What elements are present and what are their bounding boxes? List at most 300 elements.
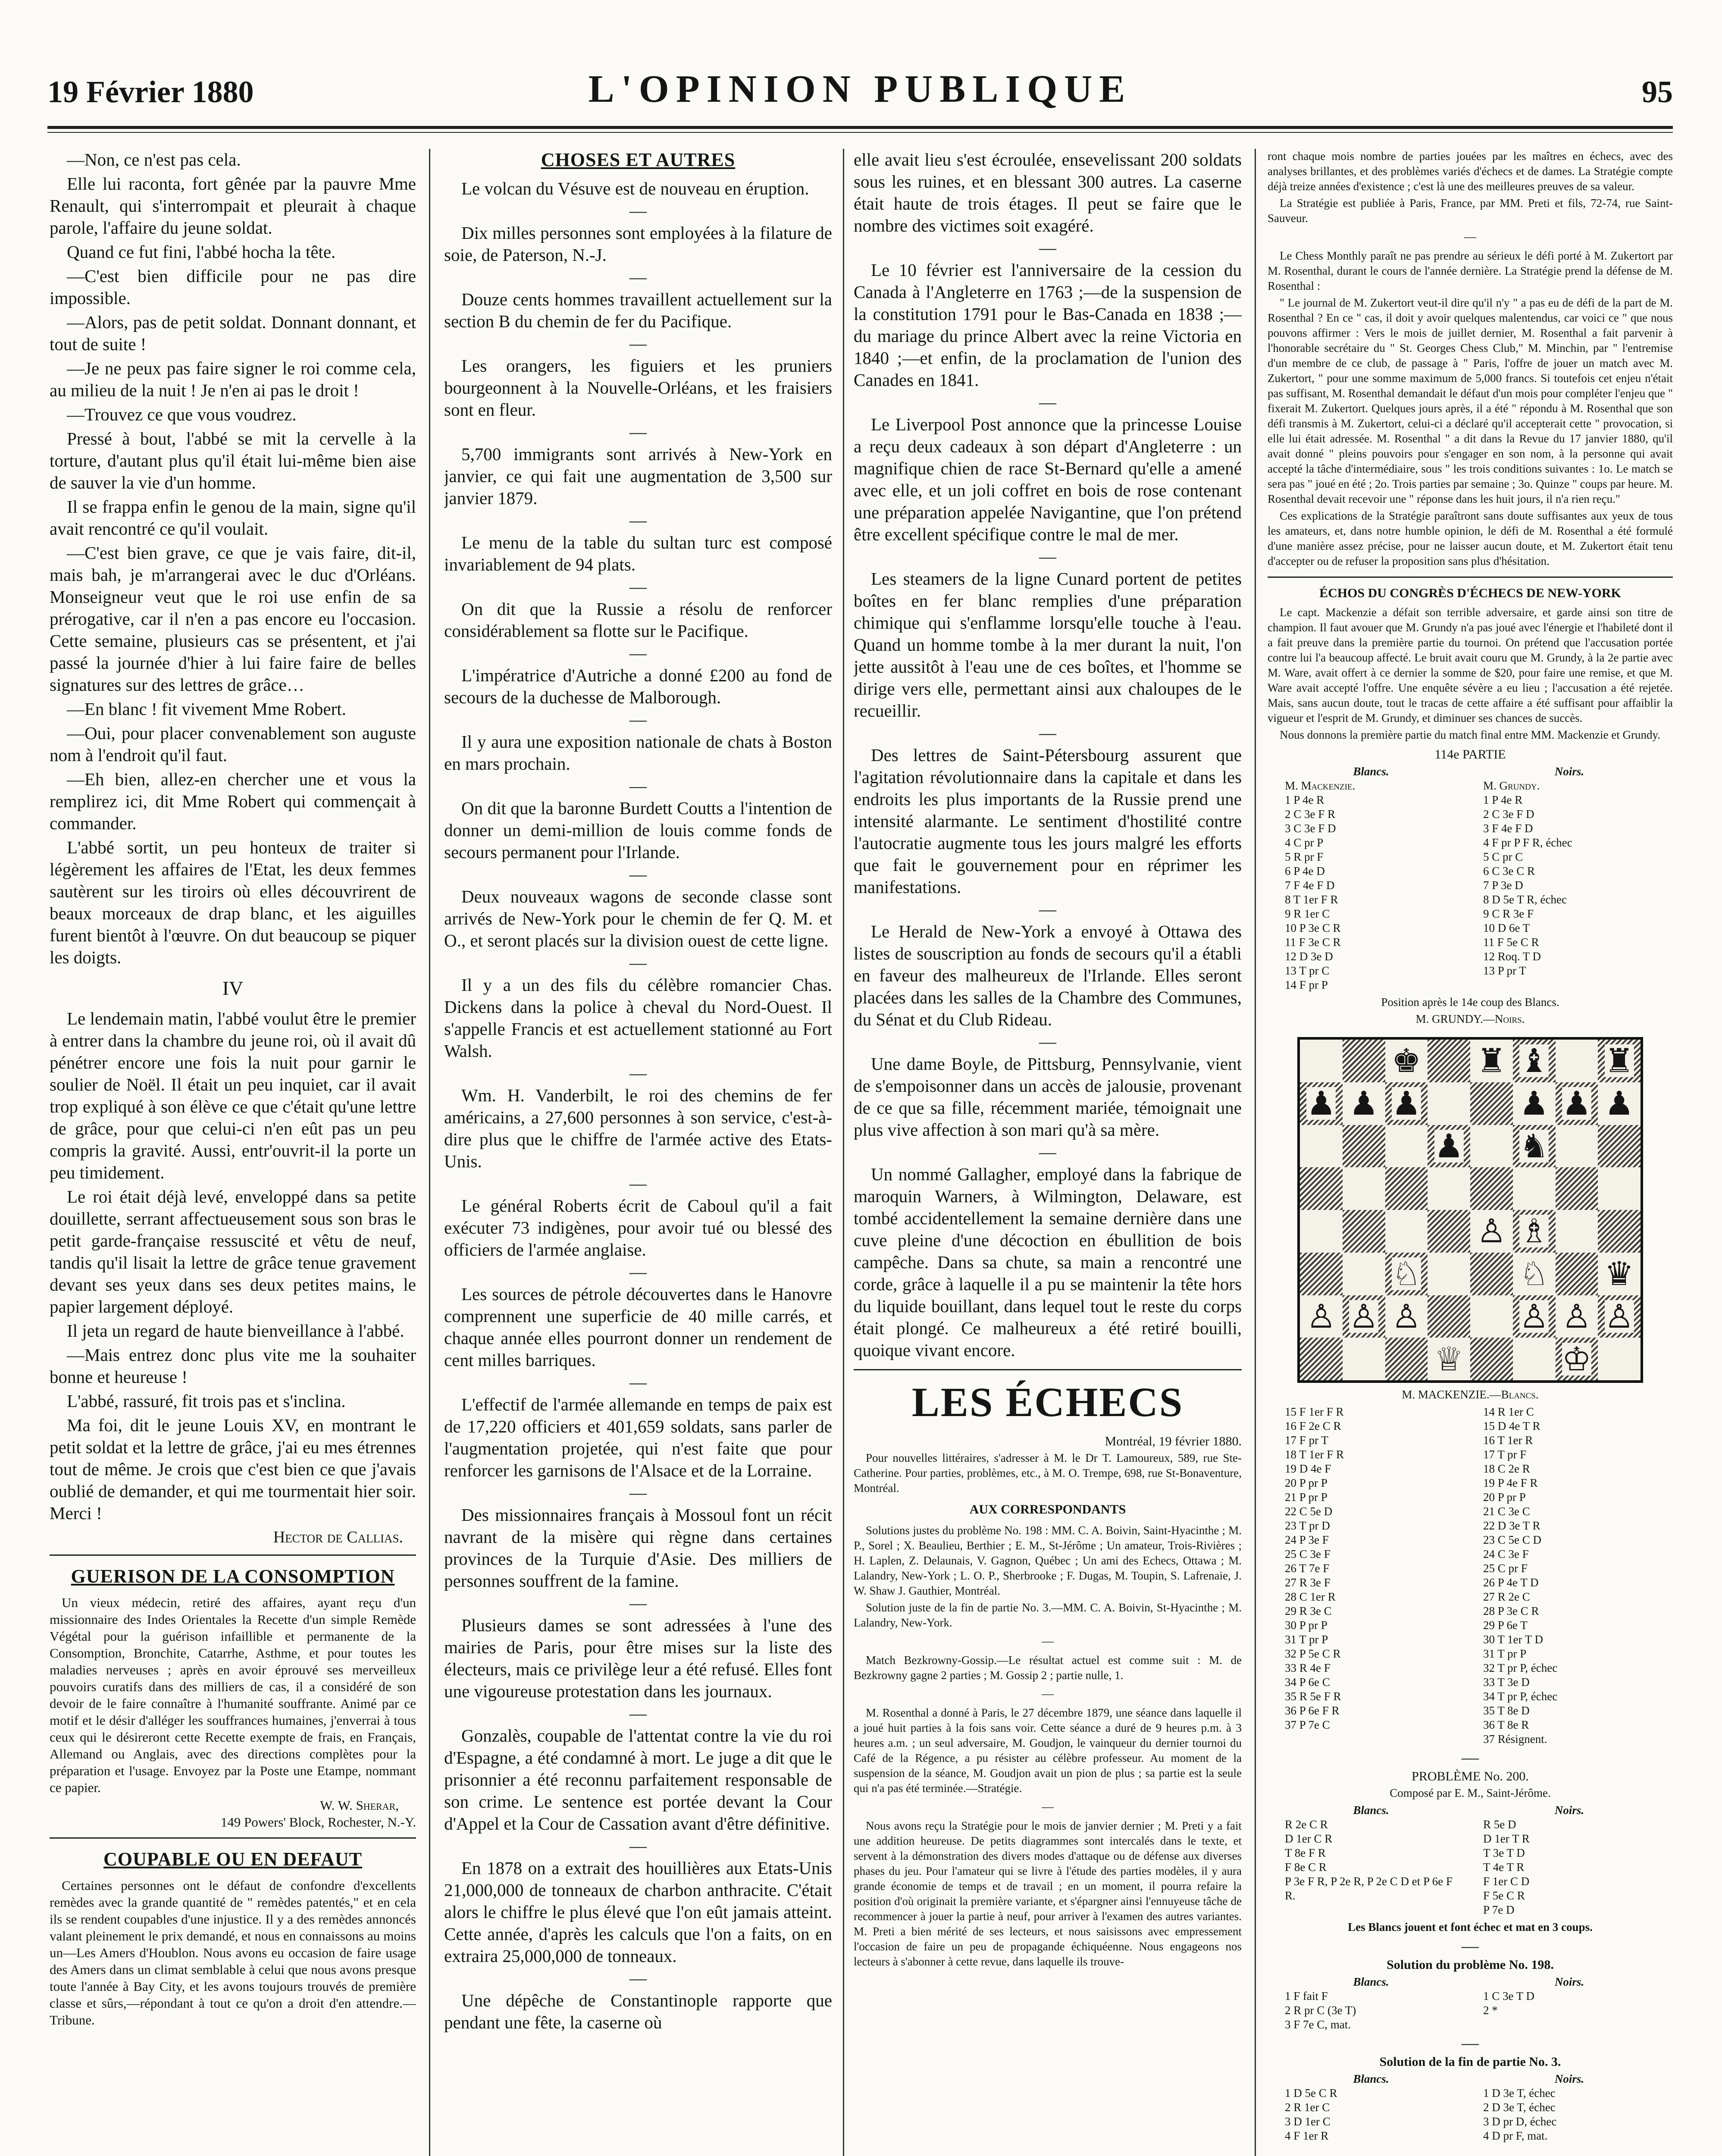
move: 12 Roq. T D	[1483, 950, 1541, 963]
move: 1 C 3e T D	[1483, 1990, 1535, 2002]
chess-piece-icon: ♙	[1562, 1297, 1591, 1335]
move: 9 R 1er C	[1285, 907, 1330, 920]
chess-news: Le Chess Monthly paraît ne pas prendre au sérieux le défi porté à M. Zukertort par M. Rosenthal, durant le cours de l'année dernière. La Stratégie prend la défense de M. Rosenthal :	[1268, 249, 1673, 292]
black-column-label: Noirs.	[1554, 765, 1584, 778]
move: F 8e C R	[1285, 1861, 1327, 1874]
move: 20 P pr P	[1483, 1491, 1526, 1504]
correspondents-heading: AUX CORRESPONDANTS	[969, 1502, 1126, 1517]
board-square	[1428, 1040, 1470, 1082]
board-square	[1598, 1125, 1641, 1168]
solution-heading: Solution de la fin de partie No. 3.	[1379, 2055, 1561, 2069]
advertiser-name: W. W. Sherar,	[320, 1798, 399, 1813]
move: 23 C 5e C D	[1483, 1533, 1541, 1546]
paragraph: Elle lui raconta, fort gênée par la pauvre Mme Renault, qui s'interrompait et pleurait à chaque parole, l'affaire du jeune soldat.	[50, 174, 416, 238]
board-square	[1428, 1210, 1470, 1253]
problem-stipulation: Les Blancs jouent et font échec et mat en 3 coups.	[1348, 1921, 1593, 1934]
chess-piece-icon: ♙	[1519, 1297, 1549, 1335]
black-moves	[1483, 1989, 1656, 2032]
board-square	[1556, 1210, 1598, 1253]
congress-report: Le capt. Mackenzie a défait son terrible adversaire, et garde ainsi son titre de champion. Il faut avouer que M. Grundy n'a pas joué avec l'énergie et l'habileté dont il a fait preuve dans la première partie du tournoi. On prétend que l'accusation portée contre lui l'a beaucoup affecté. Le bruit avait couru que M. Grundy, à la 2e partie avec M. Ware, avait offert à ce dernier la somme de $20, pour faire une remise, et que M. Ware avait accepté l'offre. Une enquête sévère a eu lieu ; l'accusation a été rejetée. Mais, sans aucun doute, tout le tracas de cette affaire a été suffisant pour affaiblir la vigueur et l'esprit de M. Grundy, et diminuer ses chances de succès.	[1268, 606, 1673, 724]
paragraph: —Mais entrez donc plus vite me la souhaiter bonne et heureuse !	[50, 1345, 416, 1387]
item-separator: —	[1462, 2033, 1479, 2053]
move: 19 P 4e F R	[1483, 1476, 1538, 1489]
chapter-number: IV	[222, 977, 244, 999]
chess-news: Ces explications de la Stratégie paraîtront sans doute suffisantes aux yeux de tous les amateurs, et, dans notre humble opinion, le défi de M. Rosenthal a été formulé d'une manière assez précise, pour ne laisser aucun doute, et M. Zukertort était tenu d'accepter ou de refuser la proposition sans plus d'hésitation.	[1268, 509, 1673, 567]
move: 21 C 3e C	[1483, 1505, 1530, 1518]
item-separator: —	[629, 776, 647, 796]
chess-piece-icon: ♟	[1391, 1084, 1421, 1123]
board-square	[1556, 1082, 1598, 1125]
position-caption: Position après le 14e coup des Blancs.	[1381, 996, 1559, 1009]
white-column-label: Blancs.	[1353, 1975, 1389, 1988]
section-heading: CHOSES ET AUTRES	[541, 149, 736, 170]
move: 14 F pr P	[1285, 978, 1328, 991]
board-square	[1343, 1082, 1385, 1125]
move: 22 D 3e T R	[1483, 1519, 1540, 1532]
news-item: Des lettres de Saint-Pétersbourg assurent que l'agitation révolutionnaire dans la capitale et dans les endroits les plus importants de la Russie prend une intensité alarmante. Le sentiment d'hostilité contre l'autocratie augmente tous les jours malgré les efforts que fait le gouvernement pour en réprimer les manifestations.	[854, 745, 1242, 897]
board-square	[1385, 1210, 1428, 1253]
move: 9 C R 3e F	[1483, 907, 1534, 920]
board-square	[1428, 1338, 1470, 1380]
move: 13 P pr T	[1483, 964, 1526, 977]
move: 36 T 8e R	[1483, 1718, 1529, 1731]
column-4	[1268, 149, 1673, 2156]
item-separator: —	[629, 710, 647, 729]
news-item: Le 10 février est l'anniversaire de la cession du Canada à l'Angleterre en 1763 ;—de la suspension de la constitution 1791 pour le Bas-Canada en 1838 ;—du mariage du prince Albert avec la reine Victoria en 1840 ;—et enfin, de la proclamation de l'union des Canades en 1841.	[854, 260, 1242, 390]
news-item: Plusieurs dames se sont adressées à l'une des mairies de Paris, pour être mises sur la liste des électeurs, mais ce privilège leur a été refusé. Elles font une vigoureuse protestation dans les journaux.	[444, 1615, 832, 1701]
move: 17 T pr F	[1483, 1448, 1527, 1461]
item-separator: —	[629, 577, 647, 596]
board-bottom-label: M. MACKENZIE.—Blancs.	[1402, 1388, 1539, 1401]
board-square	[1385, 1338, 1428, 1380]
board-square	[1385, 1040, 1428, 1082]
board-square	[1300, 1253, 1343, 1295]
item-separator: —	[629, 865, 647, 884]
item-separator: —	[629, 1704, 647, 1723]
board-square	[1385, 1253, 1428, 1295]
item-separator: —	[629, 422, 647, 442]
board-square	[1556, 1040, 1598, 1082]
news-item: Le Liverpool Post annonce que la princesse Louise a reçu deux cadeaux à son départ d'Angleterre : un magnifique chien de race St-Bernard qu'elle a amené avec elle, et un joli coffret en bois de rose contenant une préparation appelée Navigantine, que l'on prétend être excellent spécifique contre le mal de mer.	[854, 414, 1242, 544]
chess-dateline: Montréal, 19 février 1880.	[1105, 1434, 1242, 1448]
item-separator: —	[1039, 1142, 1056, 1162]
white-moves	[1285, 1405, 1457, 1746]
paragraph: —Oui, pour placer convenablement son auguste nom à l'endroit qu'il faut.	[50, 723, 416, 765]
move: 2 C 3e F D	[1483, 808, 1534, 821]
column-rule	[843, 149, 844, 2156]
item-separator: —	[629, 1063, 647, 1083]
problem-heading: PROBLÈME No. 200.	[1412, 1769, 1529, 1783]
game-heading: 114e PARTIE	[1434, 747, 1506, 761]
move: 5 R pr F	[1285, 850, 1324, 863]
move: 30 P pr P	[1285, 1619, 1328, 1632]
move: 27 R 3e F	[1285, 1576, 1331, 1589]
board-square	[1513, 1167, 1556, 1210]
white-column-label: Blancs.	[1353, 1804, 1389, 1817]
congress-heading: ÉCHOS DU CONGRÈS D'ÉCHECS DE NEW-YORK	[1319, 586, 1621, 600]
move: F 5e C R	[1483, 1889, 1525, 1902]
paragraph: Il jeta un regard de haute bienveillance à l'abbé.	[67, 1321, 404, 1341]
board-square	[1470, 1167, 1513, 1210]
column-rule	[1255, 149, 1256, 2156]
newspaper-title: L'OPINION PUBLIQUE	[588, 68, 1132, 110]
paragraph: —Trouvez ce que vous voudrez.	[67, 404, 297, 424]
white-moves	[1285, 1989, 1457, 2032]
move: 26 P 4e T D	[1483, 1576, 1539, 1589]
white-moves	[1285, 2086, 1457, 2143]
board-square	[1598, 1338, 1641, 1380]
move	[1483, 2018, 1656, 2032]
board-square	[1598, 1082, 1641, 1125]
board-square	[1598, 1210, 1641, 1253]
move: 17 F pr T	[1285, 1434, 1328, 1447]
paragraph: Le lendemain matin, l'abbé voulut être le premier à entrer dans la chambre du jeune roi, où il avait dû pénétrer encore une fois la nuit pour garnir le soulier de Noël. Il était un peu inquiet, car il avait trop expliqué à son élève ce que c'était qu'une lettre de grâce, pour que celui-ci n'en eût pas un peu compris la gravité. Aussi, entr'ouvrit-il la porte un peu timidement.	[50, 1009, 416, 1182]
black-column-label: Noirs.	[1554, 1804, 1584, 1817]
item-separator: —	[1039, 547, 1056, 566]
board-square	[1300, 1167, 1343, 1210]
item-separator: —	[629, 511, 647, 530]
news-item: Dix milles personnes sont employées à la filature de soie, de Paterson, N.-J.	[444, 223, 832, 265]
story-body-continued	[50, 1008, 416, 1524]
board-square	[1556, 1125, 1598, 1168]
chess-news: ront chaque mois nombre de parties jouées par les maîtres en échecs, avec des analyses brillantes, et des problèmes variés d'échecs et de dames. La Stratégie compte déjà treize années d'existence ; c'est là une des meilleures preuves de sa valeur.	[1268, 150, 1673, 193]
board-square	[1428, 1253, 1470, 1295]
news-item: Wm. H. Vanderbilt, le roi des chemins de fer américains, a 27,600 personnes à son service, c'est-à-dire plus que le chiffre de l'armée active des Etats-Unis.	[444, 1085, 832, 1171]
news-item: Le volcan du Vésuve est de nouveau en éruption.	[461, 179, 809, 198]
board-square	[1513, 1082, 1556, 1125]
chess-news: Match Bezkrowny-Gossip.—Le résultat actuel est comme suit : M. de Bezkrowny gagne 2 parties ; M. Gossip 2 ; partie nulle, 1.	[854, 1654, 1242, 1682]
paragraph: —C'est bien difficile pour ne pas dire impossible.	[50, 266, 416, 308]
move: 1 D 3e T, échec	[1483, 2087, 1556, 2100]
move: 28 P 3e C R	[1483, 1604, 1539, 1617]
paragraph: Il se frappa enfin le genou de la main, signe qu'il avait rencontré ce qu'il voulait.	[50, 497, 416, 539]
item-separator: —	[629, 1593, 647, 1613]
news-item: Une dépêche de Constantinople rapporte que pendant une fête, la caserne où	[444, 1990, 832, 2032]
move: 8 T 1er F R	[1285, 893, 1338, 906]
advertisement-text: Un vieux médecin, retiré des affaires, ayant reçu d'un missionnaire des Indes Orientales la Recette d'un simple Remède Végétal pour la guérison infaillible et permanente de la Consomption, Bronchite, Catarrhe, Asthme, et pour toutes les maladies nerveuses ; après en avoir éprouvé ses merveilleux pouvoirs curatifs dans des milliers de cas, il a considéré de son devoir de le faire connaître à l'humanité souffrante. Animé par ce motif et le désir d'alléger les souffrances humaines, j'enverrai à tous ceux qui le désireront cette Recette exempte de frais, en Français, Allemand ou Anglais, avec des directions complètes pour la préparation et l'usage. Envoyez par la Poste une Etampe, nommant ce papier.	[50, 1595, 416, 1795]
move: 3 F 4e F D	[1483, 822, 1533, 835]
board-square	[1513, 1338, 1556, 1380]
board-square	[1598, 1295, 1641, 1338]
board-square	[1470, 1082, 1513, 1125]
board-square	[1385, 1125, 1428, 1168]
move: 24 P 3e F	[1285, 1533, 1329, 1546]
move: 3 D 1er C	[1285, 2115, 1331, 2128]
move: P 7e D	[1483, 1903, 1515, 1916]
white-player: M. Mackenzie.	[1285, 779, 1356, 792]
board-square	[1343, 1338, 1385, 1380]
news-item: Il y a un des fils du célèbre romancier Chas. Dickens dans la police à cheval du Nord-Ouest. Il s'appelle Francis et est actuellement stationné au Fort Walsh.	[444, 975, 832, 1061]
move: 2 R 1er C	[1285, 2101, 1330, 2114]
move: 22 C 5e D	[1285, 1505, 1333, 1518]
paragraph: L'abbé sortit, un peu honteux de traiter si légèrement les affaires de l'Etat, les deux femmes sautèrent sur les tiroirs où elles découvrirent de beaux morceaux de drap blanc, et les aiguilles furent bientôt à l'œuvre. On dut beaucoup se piquer les doigts.	[50, 837, 416, 967]
move: 14 R 1er C	[1483, 1405, 1534, 1418]
move: 4 F pr P F R, échec	[1483, 836, 1572, 849]
section-heading: GUERISON DE LA CONSOMPTION	[71, 1566, 395, 1587]
chess-piece-icon: ♝	[1519, 1041, 1549, 1080]
black-column-label: Noirs.	[1554, 1975, 1584, 1988]
move: 34 P 6e C	[1285, 1676, 1330, 1689]
move: 25 C 3e F	[1285, 1548, 1331, 1561]
white-column-label: Blancs.	[1353, 765, 1389, 778]
board-square	[1470, 1040, 1513, 1082]
move: 30 T 1er T D	[1483, 1633, 1544, 1646]
board-square	[1556, 1338, 1598, 1380]
chess-news: Nous avons reçu la Stratégie pour le mois de janvier dernier ; M. Preti y a fait une addition heureuse. De petits diagrammes sont intercalés dans le texte, et servent à la démonstration des divers modes d'attaque ou de défense aux diverses phases du jeu. Pour l'amateur qui se livre à l'étude des parties modèles, il y aura grande économie de temps et de travail ; en un moment, il pourra refaire la position d'où originait la première variante, et s'épargner ainsi l'ennuyeuse tâche de recommencer à jouer la partie à neuf, pour arriver à l'examen des autres variantes. M. Preti a bien mérité de ses lecteurs, et nous saisissons avec empressement l'occasion de faire un peu de propagande échiquéenne. Nous engageons nos lecteurs à s'abonner à cette revue, dans laquelle ils trouve-	[854, 1819, 1242, 1968]
move: 23 T pr D	[1285, 1519, 1330, 1532]
paragraph: Le roi était déjà levé, enveloppé dans sa petite douillette, serrant affectueusement sous son bras le petit garde-française ressuscité et vêtu de neuf, tandis qu'il lisait la lettre de grâce tenue gravement devant ses yeux dans ses deux petites mains, le papier largement déployé.	[50, 1187, 416, 1316]
item-separator: —	[629, 643, 647, 663]
paragraph: Quand ce fut fini, l'abbé hocha la tête.	[67, 242, 336, 262]
item-separator: —	[1039, 238, 1056, 257]
item-separator: —	[629, 1373, 647, 1392]
move: 18 T 1er F R	[1285, 1448, 1344, 1461]
black-column-label: Noirs.	[1554, 2072, 1584, 2085]
news-item: Le Herald de New-York a envoyé à Ottawa des listes de souscription au fonds de secours qu'il a établi en faveur des malheureux de l'Irlande. Elles seront placées dans les salles de la Chambre des Communes, du Sénat et du Club Rideau.	[854, 921, 1242, 1029]
chess-piece-icon: ♙	[1306, 1297, 1336, 1335]
solution-heading: Solution du problème No. 198.	[1387, 1958, 1554, 1972]
move: 10 D 6e T	[1483, 921, 1530, 934]
chess-piece-icon: ♔	[1562, 1339, 1591, 1378]
move: 11 F 5e C R	[1483, 936, 1539, 949]
board-square	[1556, 1295, 1598, 1338]
column-2	[444, 149, 832, 2156]
item-separator: —	[629, 267, 647, 287]
move: 28 C 1er R	[1285, 1590, 1336, 1603]
move: F 1er C D	[1483, 1875, 1530, 1888]
move: 12 D 3e D	[1285, 950, 1333, 963]
section-heading: COUPABLE OU EN DEFAUT	[103, 1849, 362, 1870]
chess-piece-icon: ♙	[1604, 1297, 1634, 1335]
congress-report: Nous donnons la première partie du match final entre MM. Mackenzie et Grundy.	[1280, 728, 1660, 741]
chess-news: La Stratégie est publiée à Paris, France, par MM. Preti et fils, 72-74, rue Saint-Sauveur.	[1268, 197, 1673, 225]
board-square	[1470, 1210, 1513, 1253]
chess-quotation: " Le journal de M. Zukertort veut-il dire qu'il n'y " a pas eu de défi de la part de M. Rosenthal ? En ce " cas, il doit y avoir quelques malentendus, car voici ce " que nous pouvons affirmer : Vers le mois de juillet dernier, M. Rosenthal a fait parvenir à l'honorable secrétaire du " St. Georges Chess Club," M. Minchin, par " l'entremise d'un membre de ce club, de passage à " Paris, l'offre de jouer un match avec M. Zukertort, " pour une somme maximum de 5,000 francs. Si toutefois cet enjeu n'était pas suffisant, M. Rosenthal demandait le défaut d'un mois pour compléter l'enjeu que " fixerait M. Zukertort. Quelques jours après, il a été " répondu à M. Rosenthal que son défi transmis à M. Zukertort, celui-ci a déclaré qu'il accepterait cette " provocation, si elle lui était adressée. M. Rosenthal " a dit dans la Revue du 17 janvier 1880, qu'il avait donné " pleins pouvoirs pour s'engager en son nom, à la personne qui avait accepté la tâche d'intermédiaire, sous " les trois conditions suivantes : 1o. Le match se sera pas " joué en été ; 2o. Trois parties par semaine ; 3o. Quinze " coups par heure. M. Rosenthal devait recevoir une " réponse dans les huit jours, il n'a rien reçu."	[1268, 296, 1673, 505]
black-player: M. Grundy.	[1483, 779, 1540, 792]
section-rule	[50, 1554, 416, 1556]
chess-piece-icon: ♛	[1604, 1254, 1634, 1293]
white-column-label: Blancs.	[1353, 2072, 1389, 2085]
item-separator: —	[629, 1483, 647, 1502]
move: 16 T 1er R	[1483, 1434, 1533, 1447]
board-square	[1513, 1040, 1556, 1082]
column-rule	[429, 149, 430, 2156]
solution-moves	[1285, 2072, 1656, 2143]
move: 21 P pr P	[1285, 1491, 1328, 1504]
news-item: Des missionnaires français à Mossoul font un récit navrant de la misère qui règne dans certaines provinces de la Turquie d'Asie. Des milliers de personnes souffrent de la famine.	[444, 1505, 832, 1591]
move: 4 D pr F, mat.	[1483, 2129, 1548, 2142]
chess-news: M. Rosenthal a donné à Paris, le 27 décembre 1879, une séance dans laquelle il a joué huit parties à la fois sans voir. Cette séance a duré de 9 heures p.m. à 3 heures a.m. ; un seul adversaire, M. Goudjon, le vainqueur du dernier tournoi du Café de la Régence, a pu résister au célèbre professeur. Au moment de la suspension de la séance, M. Goudjon avait un pion de plus ; sa partie est la seule qui n'a pas été terminée.—Stratégie.	[854, 1706, 1242, 1795]
move: 3 C 3e F D	[1285, 822, 1336, 835]
paragraph: —Eh bien, allez-en chercher une et vous la remplirez ici, dit Mme Robert qui commençait à commander.	[50, 769, 416, 833]
board-square	[1470, 1253, 1513, 1295]
chess-piece-icon: ♟	[1604, 1084, 1634, 1123]
item-separator: —	[629, 1836, 647, 1855]
move: 31 T pr P	[1483, 1647, 1527, 1660]
advertisement-text: Certaines personnes ont le défaut de confondre d'excellents remèdes avec la grande quantité de " remèdes patentés," et en cela ils se rendent coupables d'une injustice. Il y a des remèdes annoncés valant pleinement le prix demandé, et nous en connaissons au moins un—Les Amers d'Houblon. Nous avons eu occasion de faire usage des Amers dans un climat semblable à celui que nous avons presque toute l'année à Bay City, et les avons toujours trouvés de première classe et sûrs,—répondant à tout ce qu'on a droit d'en attendre.—Tribune.	[50, 1878, 416, 2028]
board-square	[1513, 1295, 1556, 1338]
move: 20 P pr P	[1285, 1476, 1328, 1489]
move: 37 P 7e C	[1285, 1718, 1330, 1731]
news-item: L'effectif de l'armée allemande en temps de paix est de 17,220 officiers et 401,659 soldats, sans parler de l'augmentation projetée, qui n'est faite que pour renforcer les garnisons de l'Alsace et de la Lorraine.	[444, 1395, 832, 1480]
item-separator: —	[1042, 1800, 1054, 1814]
move: 35 R 5e F R	[1285, 1690, 1341, 1703]
news-item: En 1878 on a extrait des houillières aux Etats-Unis 21,000,000 de tonneaux de charbon anthracite. C'était alors le chiffre le plus élevé que l'on eût jamais atteint. Cette année, d'après les calculs que l'on a faits, on en extraira 25,000,000 de tonneaux.	[444, 1858, 832, 1966]
item-separator: —	[629, 953, 647, 972]
paragraph: —Non, ce n'est pas cela.	[67, 150, 241, 169]
news-item: On dit que la Russie a résolu de renforcer considérablement sa flotte sur le Pacifique.	[444, 599, 832, 641]
move: 33 T 3e D	[1483, 1676, 1530, 1689]
move: 31 T pr P	[1285, 1633, 1328, 1646]
move: D 1er C R	[1285, 1832, 1333, 1845]
chess-piece-icon: ♟	[1349, 1084, 1379, 1123]
chess-piece-icon: ♘	[1391, 1254, 1421, 1293]
news-item: 5,700 immigrants sont arrivés à New-York en janvier, ce qui fait une augmentation de 3,500 sur janvier 1879.	[444, 444, 832, 508]
item-separator: —	[1039, 1032, 1056, 1051]
move: 3 D pr D, échec	[1483, 2115, 1557, 2128]
move: 18 C 2e R	[1483, 1462, 1530, 1475]
move: 16 F 2e C R	[1285, 1420, 1341, 1432]
chess-piece-icon: ♕	[1434, 1339, 1464, 1378]
board-square	[1385, 1295, 1428, 1338]
move: 7 P 3e D	[1483, 879, 1523, 892]
board-square	[1300, 1210, 1343, 1253]
chess-piece-icon: ♟	[1306, 1084, 1336, 1123]
move: R 2e C R	[1285, 1818, 1328, 1831]
news-item: Les orangers, les figuiers et les pruniers bourgeonnent à la Nouvelle-Orléans, et les fraisiers sont en fleur.	[444, 356, 832, 420]
item-separator: —	[629, 1262, 647, 1282]
move: 10 P 3e C R	[1285, 921, 1341, 934]
correspondents-note: Solution juste de la fin de partie No. 3.—MM. C. A. Boivin, St-Hyacinthe ; M. Lalandry, New-York.	[854, 1601, 1242, 1629]
paragraph: Pressé à bout, l'abbé se mit la cervelle à la torture, d'autant plus qu'il était lui-même bien aise de sauver la vie d'un homme.	[50, 429, 416, 492]
move: 32 P 5e C R	[1285, 1647, 1341, 1660]
move: 2 R pr C (3e T)	[1285, 2004, 1356, 2017]
chess-piece-icon: ♙	[1391, 1297, 1421, 1335]
black-moves	[1483, 793, 1656, 992]
news-item: Douze cents hommes travaillent actuellement sur la section B du chemin de fer du Pacifique.	[444, 289, 832, 331]
move: 7 F 4e F D	[1285, 879, 1335, 892]
column-1	[50, 149, 416, 2156]
news-item: Un nommé Gallagher, employé dans la fabrique de maroquin Warners, à Wilmington, Delaware, est tombé accidentellement la semaine dernière dans une cuve pleine d'une décoction en ébullition de bois campêche. Dans sa chute, sa main a rencontré une corde, grâce à laquelle il a pu se maintenir la tête hors du liquide bouillant, dans lequel tout le reste du corps était plongé. Ce malheureux a été retiré bouilli, quoique vivant encore.	[854, 1164, 1242, 1360]
board-square	[1513, 1125, 1556, 1168]
story-body	[50, 149, 416, 968]
move: D 1er T R	[1483, 1832, 1530, 1845]
move: 1 P 4e R	[1285, 793, 1324, 806]
section-rule	[854, 1369, 1242, 1370]
chess-piece-icon: ♗	[1519, 1212, 1549, 1250]
item-separator: —	[1039, 899, 1056, 919]
move: 3 F 7e C, mat.	[1285, 2018, 1351, 2031]
move: 2 *	[1483, 2004, 1498, 2017]
board-square	[1343, 1210, 1385, 1253]
move: 34 T pr P, échec	[1483, 1690, 1558, 1703]
move: 32 T pr P, échec	[1483, 1661, 1558, 1674]
board-square	[1300, 1295, 1343, 1338]
chess-piece-icon: ♚	[1391, 1041, 1421, 1080]
board-square	[1343, 1295, 1385, 1338]
move: 4 C pr P	[1285, 836, 1324, 849]
move: 1 F fait F	[1285, 1990, 1328, 2002]
page-number: 95	[1642, 75, 1673, 109]
issue-date: 19 Février 1880	[47, 75, 254, 109]
board-square	[1513, 1253, 1556, 1295]
correspondents-note: Solutions justes du problème No. 198 : MM. C. A. Boivin, Saint-Hyacinthe ; M. P., Sorel ; X. Beaulieu, Berthier ; E. M., St-Jérôme ; Un amateur, Trois-Rivières ; H. Laplen, Z. Delaunais, V. Gagnon, Québec ; Un ami des Echecs, Ottawa ; M. Lalandry, New-York ; L. O. P., Sherbrooke ; F. Dugas, M. Toupin, S. Lafrenaie, J. W. Shaw J. Gauthier, Montréal.	[854, 1524, 1242, 1597]
item-separator: —	[1462, 1936, 1479, 1955]
move: 1 P 4e R	[1483, 793, 1523, 806]
board-square	[1598, 1040, 1641, 1082]
news-item: Deux nouveaux wagons de seconde classe sont arrivés de New-York pour le chemin de fer Q. M. et O., et seront placés sur la division ouest de cette ligne.	[444, 887, 832, 950]
move: 24 C 3e F	[1483, 1548, 1529, 1561]
white-pieces	[1285, 1818, 1457, 1917]
news-item: Le menu de la table du sultan turc est composé invariablement de 94 plats.	[444, 533, 832, 574]
item-separator: —	[629, 1968, 647, 1988]
board-square	[1385, 1082, 1428, 1125]
move: 15 D 4e T R	[1483, 1420, 1540, 1432]
item-separator: —	[1042, 1687, 1054, 1701]
move: T 3e T D	[1483, 1846, 1525, 1859]
move: 6 P 4e D	[1285, 865, 1325, 877]
chess-piece-icon: ♟	[1434, 1126, 1464, 1165]
item-separator: —	[1464, 230, 1476, 244]
white-moves	[1285, 793, 1457, 992]
chess-piece-icon: ♟	[1562, 1084, 1591, 1123]
move: 26 T 7e F	[1285, 1562, 1330, 1575]
news-item: L'impératrice d'Autriche a donné £200 au fond de secours de la duchesse de Malborough.	[444, 665, 832, 707]
paragraph: L'abbé, rassuré, fit trois pas et s'inclina.	[67, 1391, 346, 1411]
move: 27 R 2e C	[1483, 1590, 1530, 1603]
news-item: Les sources de pétrole découvertes dans le Hanovre comprennent une superficie de 40 mille carrés, et chaque année elles pourront donner un rendement de cent milles barriques.	[444, 1284, 832, 1370]
move: 33 R 4e F	[1285, 1661, 1331, 1674]
column-3	[854, 149, 1242, 2156]
move: T 8e F R	[1285, 1846, 1326, 1859]
move: T 4e T R	[1483, 1861, 1525, 1874]
move: 37 Résignent.	[1483, 1733, 1547, 1745]
move: 13 T pr C	[1285, 964, 1330, 977]
item-separator: —	[629, 334, 647, 353]
masthead	[47, 65, 1673, 129]
move: 5 C pr C	[1483, 850, 1523, 863]
game-moves-continued	[1285, 1405, 1656, 1746]
move: 2 D 3e T, échec	[1483, 2101, 1556, 2114]
game-moves-table	[1285, 765, 1656, 992]
board-square	[1300, 1040, 1343, 1082]
board-square	[1343, 1125, 1385, 1168]
move: 35 T 8e D	[1483, 1704, 1530, 1717]
board-square	[1385, 1167, 1428, 1210]
solution-moves	[1285, 1975, 1656, 2032]
item-separator: —	[1462, 1748, 1479, 1767]
board-square	[1300, 1125, 1343, 1168]
black-pieces	[1483, 1818, 1656, 1917]
board-square	[1470, 1295, 1513, 1338]
section-rule	[50, 1837, 416, 1839]
chess-piece-icon: ♜	[1477, 1041, 1506, 1080]
board-square	[1428, 1167, 1470, 1210]
chess-piece-icon: ♟	[1519, 1084, 1549, 1123]
move: P 3e F R, P 2e R, P 2e C D et P 6e F R.	[1285, 1875, 1453, 1902]
chess-piece-icon: ♙	[1349, 1297, 1379, 1335]
move: 29 R 3e C	[1285, 1604, 1332, 1617]
black-moves	[1483, 2086, 1656, 2143]
board-square	[1428, 1125, 1470, 1168]
board-square	[1300, 1338, 1343, 1380]
chess-piece-icon: ♘	[1519, 1254, 1549, 1293]
chess-piece-icon: ♞	[1519, 1126, 1549, 1165]
paragraph: —Je ne peux pas faire signer le roi comme cela, au milieu de la nuit ! Je n'en ai pas le droit !	[50, 358, 416, 400]
news-item: Une dame Boyle, de Pittsburg, Pennsylvanie, vient de s'empoisonner dans un accès de jalousie, provenant de ce que sa fille, récemment mariée, témoignait une plus vive affection à son mari qu'à sa mère.	[854, 1054, 1242, 1140]
board-square	[1428, 1082, 1470, 1125]
move: 6 C 3e C R	[1483, 865, 1535, 877]
